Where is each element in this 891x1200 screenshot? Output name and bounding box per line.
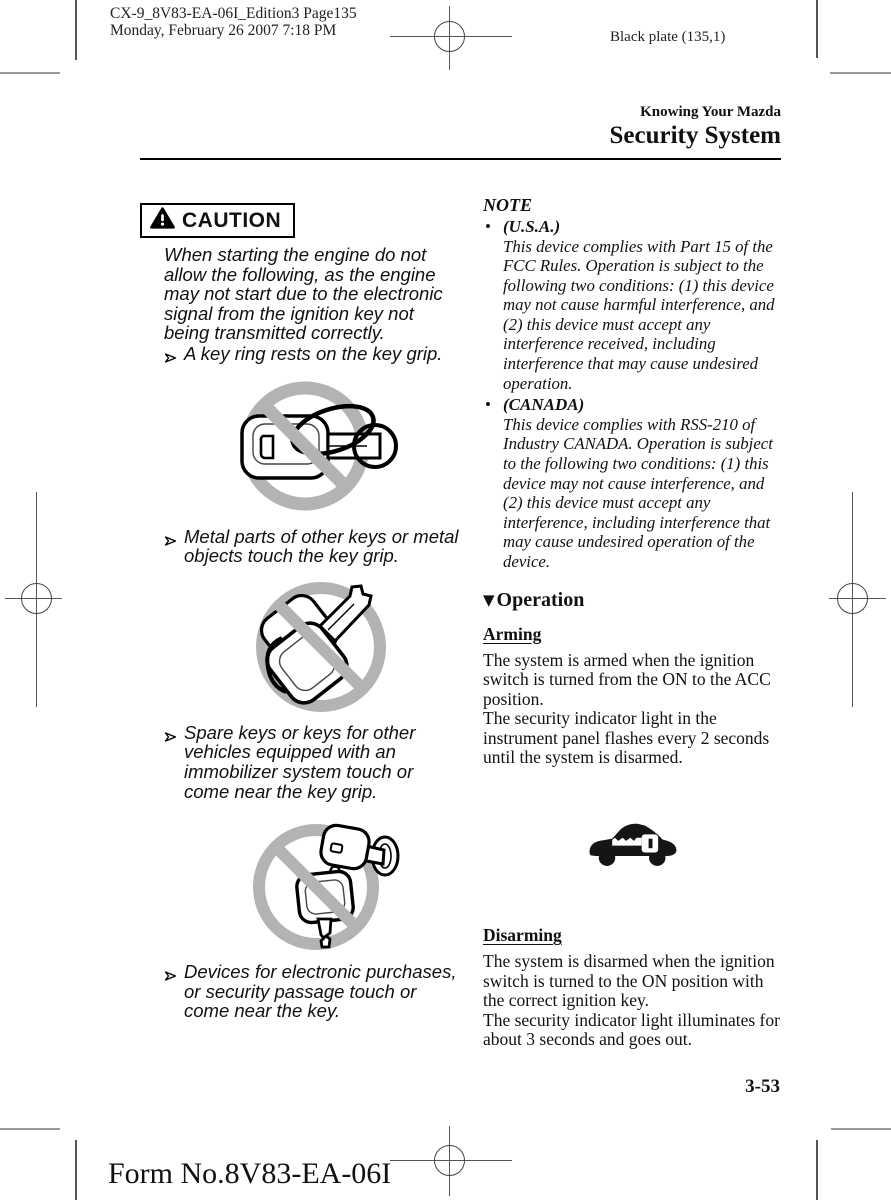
crop-mark — [830, 72, 891, 74]
registration-mark-circle — [434, 21, 465, 52]
note-body-text: This device complies with RSS-210 of Industry CANADA. Operation is subject to the following two conditions: (1) this device may not cause interference, and (2) this device must accept any interference, including interference that may cause undesired operation of the device. — [503, 414, 773, 571]
print-timestamp: Monday, February 26 2007 7:18 PM — [110, 21, 337, 39]
note-region-heading: (U.S.A.) — [503, 217, 561, 236]
arrow-bullet-icon — [164, 348, 177, 368]
registration-mark-circle — [434, 1145, 465, 1176]
figure-metal-keys-prohibited — [186, 572, 462, 719]
registration-mark-circle — [837, 583, 868, 614]
arrow-bullet-icon — [164, 727, 177, 801]
right-column — [483, 195, 782, 1050]
operation-heading-text: Operation — [496, 588, 585, 611]
left-column — [140, 203, 462, 1021]
figure-spare-key-prohibited — [186, 811, 462, 956]
arming-heading: Arming — [483, 623, 542, 644]
operation-section-heading — [483, 588, 782, 612]
dot-bullet-icon: • — [485, 217, 491, 236]
caution-bullet-text: A key ring rests on the key grip. — [184, 342, 443, 364]
arrow-bullet-icon — [164, 531, 177, 566]
page-header — [440, 104, 781, 150]
caution-bullet — [164, 723, 460, 801]
plate-label: Black plate (135,1) — [610, 29, 726, 45]
chapter-kicker: Knowing Your Mazda — [640, 104, 781, 120]
arrow-bullet-icon — [164, 966, 177, 1021]
arming-paragraph: The system is armed when the ignition switch is turned from the ON to the ACC position. — [483, 649, 771, 709]
figure-security-indicator-symbol — [483, 812, 782, 879]
print-doc-id: CX-9_8V83-EA-06I_Edition3 Page135 — [110, 5, 357, 22]
note-item-usa — [483, 217, 782, 393]
crop-mark — [75, 0, 77, 60]
caution-bullet — [164, 962, 460, 1021]
dot-bullet-icon: • — [485, 395, 491, 415]
disarming-paragraph: The security indicator light illuminates for about 3 seconds and goes out. — [483, 1009, 780, 1050]
page-title: Security System — [609, 122, 781, 149]
caution-intro-text: When starting the engine do not allow the following, as the engine may not start due to the electronic signal from the ignition key not being transmitted correctly. — [164, 244, 443, 344]
section-marker-icon: ▼ — [483, 590, 495, 609]
warning-triangle-icon — [150, 207, 175, 234]
caution-box — [140, 203, 295, 238]
crop-mark — [0, 72, 60, 74]
caution-bullet-text: Spare keys or keys for other vehicles equipped with an immobilizer system touch or come near the key grip. — [184, 721, 416, 802]
caution-bullet-text: Devices for electronic purchases, or security passage touch or come near the key. — [184, 961, 457, 1022]
note-body-text: This device complies with Part 15 of the FCC Rules. Operation is subject to the following two conditions: (1) this device may not cause harmful interference, and (2) this device must accept any interference received, including interference that may cause undesired operation. — [503, 236, 775, 393]
crop-mark — [75, 1140, 77, 1200]
note-item-canada — [483, 395, 782, 571]
page-number: 3-53 — [745, 1076, 780, 1097]
disarming-paragraph: The system is disarmed when the ignition switch is turned to the ON position with the correct ignition key. — [483, 951, 775, 1011]
crop-mark — [816, 1140, 818, 1200]
crop-mark — [816, 0, 818, 58]
registration-mark-circle — [21, 583, 52, 614]
note-region-heading: (CANADA) — [503, 395, 585, 415]
form-number: Form No.8V83-EA-06I — [108, 1157, 392, 1190]
caution-bullet-text: Metal parts of other keys or metal objects touch the key grip. — [184, 525, 459, 567]
disarming-heading: Disarming — [483, 925, 562, 946]
arming-paragraph: The security indicator light in the instrument panel flashes every 2 seconds until the system is disarmed. — [483, 708, 770, 768]
note-label: NOTE — [483, 195, 532, 215]
caution-label: CAUTION — [182, 208, 282, 232]
figure-key-ring-prohibited — [176, 380, 462, 521]
crop-mark — [831, 1128, 891, 1130]
crop-mark — [0, 1128, 60, 1130]
caution-bullet — [164, 527, 460, 566]
caution-bullet — [164, 344, 460, 368]
print-job-header — [110, 6, 357, 39]
header-rule — [140, 158, 781, 160]
